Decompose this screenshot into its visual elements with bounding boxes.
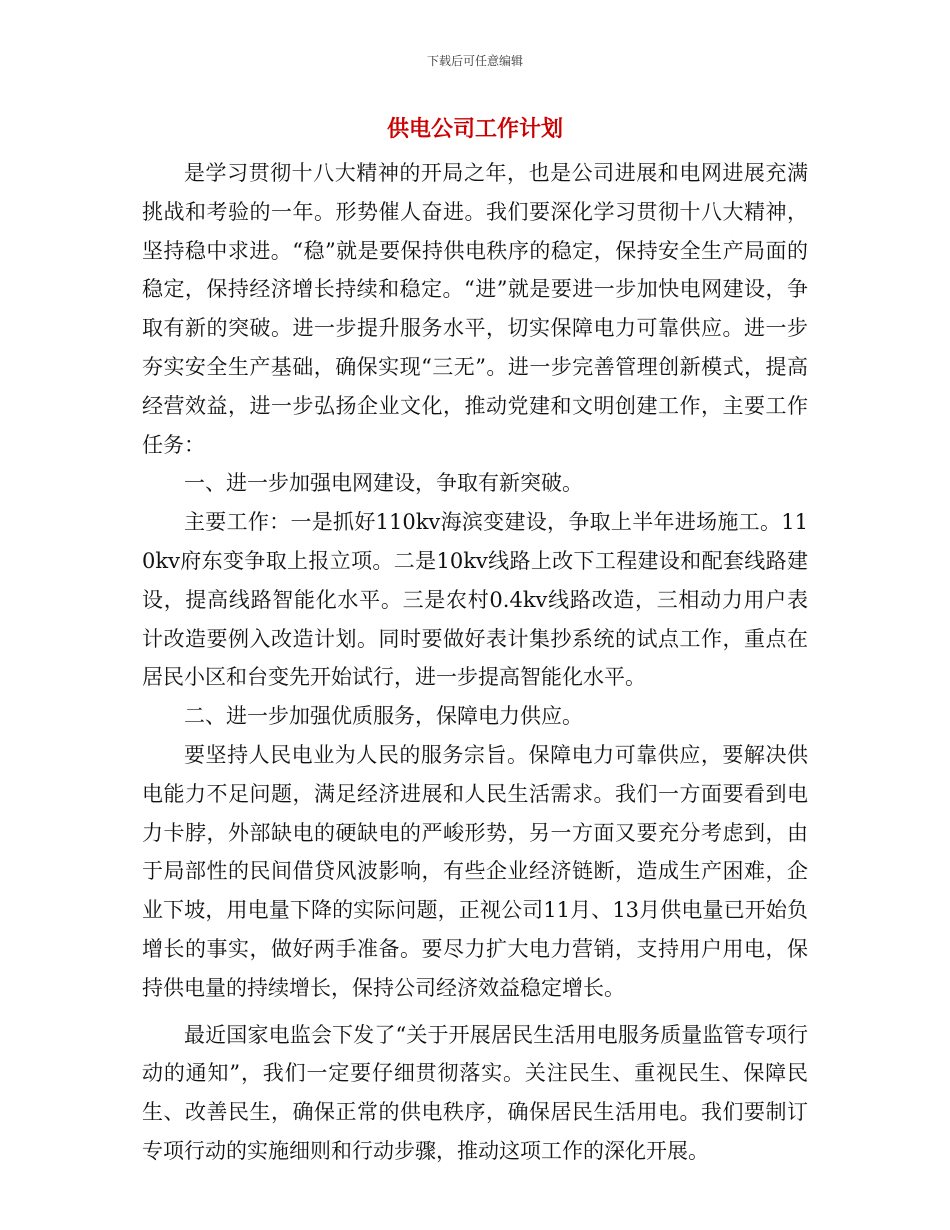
paragraph-service: 要坚持人民电业为人民的服务宗旨。保障电力可靠供应，要解决供电能力不足问题，满足经济进展和人民生活需求。我们一方面要看到电力卡脖，外部缺电的硬缺电的严峻形势，另一方面又要充分考虑到，由于局部性的民间借贷风波影响，有些企业经济链断，造成生产困难，企业下坡，用电量下降的实际问题，正视公司11月、13月供电量已开始负增长的事实，做好两手准备。要尽力扩大电力营销，支持用户用电，保持供电量的持续增长，保持公司经济效益稳定增长。 xyxy=(142,742,808,1000)
document-title: 供电公司工作计划 xyxy=(386,116,563,142)
page-header-note: 下载后可任意编辑 xyxy=(426,54,523,68)
paragraph-intro: 是学习贯彻十八大精神的开局之年，也是公司进展和电网进展充满挑战和考验的一年。形势催人奋进。我们要深化学习贯彻十八大精神，坚持稳中求进。“稳”就是要保持供电秩序的稳定，保持安全生产局面的稳定，保持经济增长持续和稳定。“进”就是要进一步加快电网建设，争取有新的突破。进一步提升服务水平，切实保障电力可靠供应。进一步夯实安全生产基础，确保实现“三无”。进一步完善管理创新模式，提高经营效益，进一步弘扬企业文化，推动党建和文明创建工作，主要工作任务： xyxy=(142,161,808,457)
paragraph-grid-construction: 主要工作：一是抓好110kv海滨变建设，争取上半年进场施工。110kv府东变争取上报立项。二是10kv线路上改下工程建设和配套线路建设，提高线路智能化水平。三是农村0.4kv线路改造，三相动力用户表计改造要例入改造计划。同时要做好表计集抄系统的试点工作，重点在居民小区和台变先开始试行，进一步提高智能化水平。 xyxy=(142,510,808,690)
paragraph-supervision: 最近国家电监会下发了“关于开展居民生活用电服务质量监管专项行动的通知”，我们一定要仔细贯彻落实。关注民生、重视民生、保障民生、改善民生，确保正常的供电秩序，确保居民生活用电。我们要制订专项行动的实施细则和行动步骤，推动这项工作的深化开展。 xyxy=(142,1022,808,1163)
section-heading-2: 二、进一步加强优质服务，保障电力供应。 xyxy=(184,704,583,729)
section-heading-1: 一、进一步加强电网建设，争取有新突破。 xyxy=(184,471,583,496)
document-body xyxy=(142,154,808,1171)
